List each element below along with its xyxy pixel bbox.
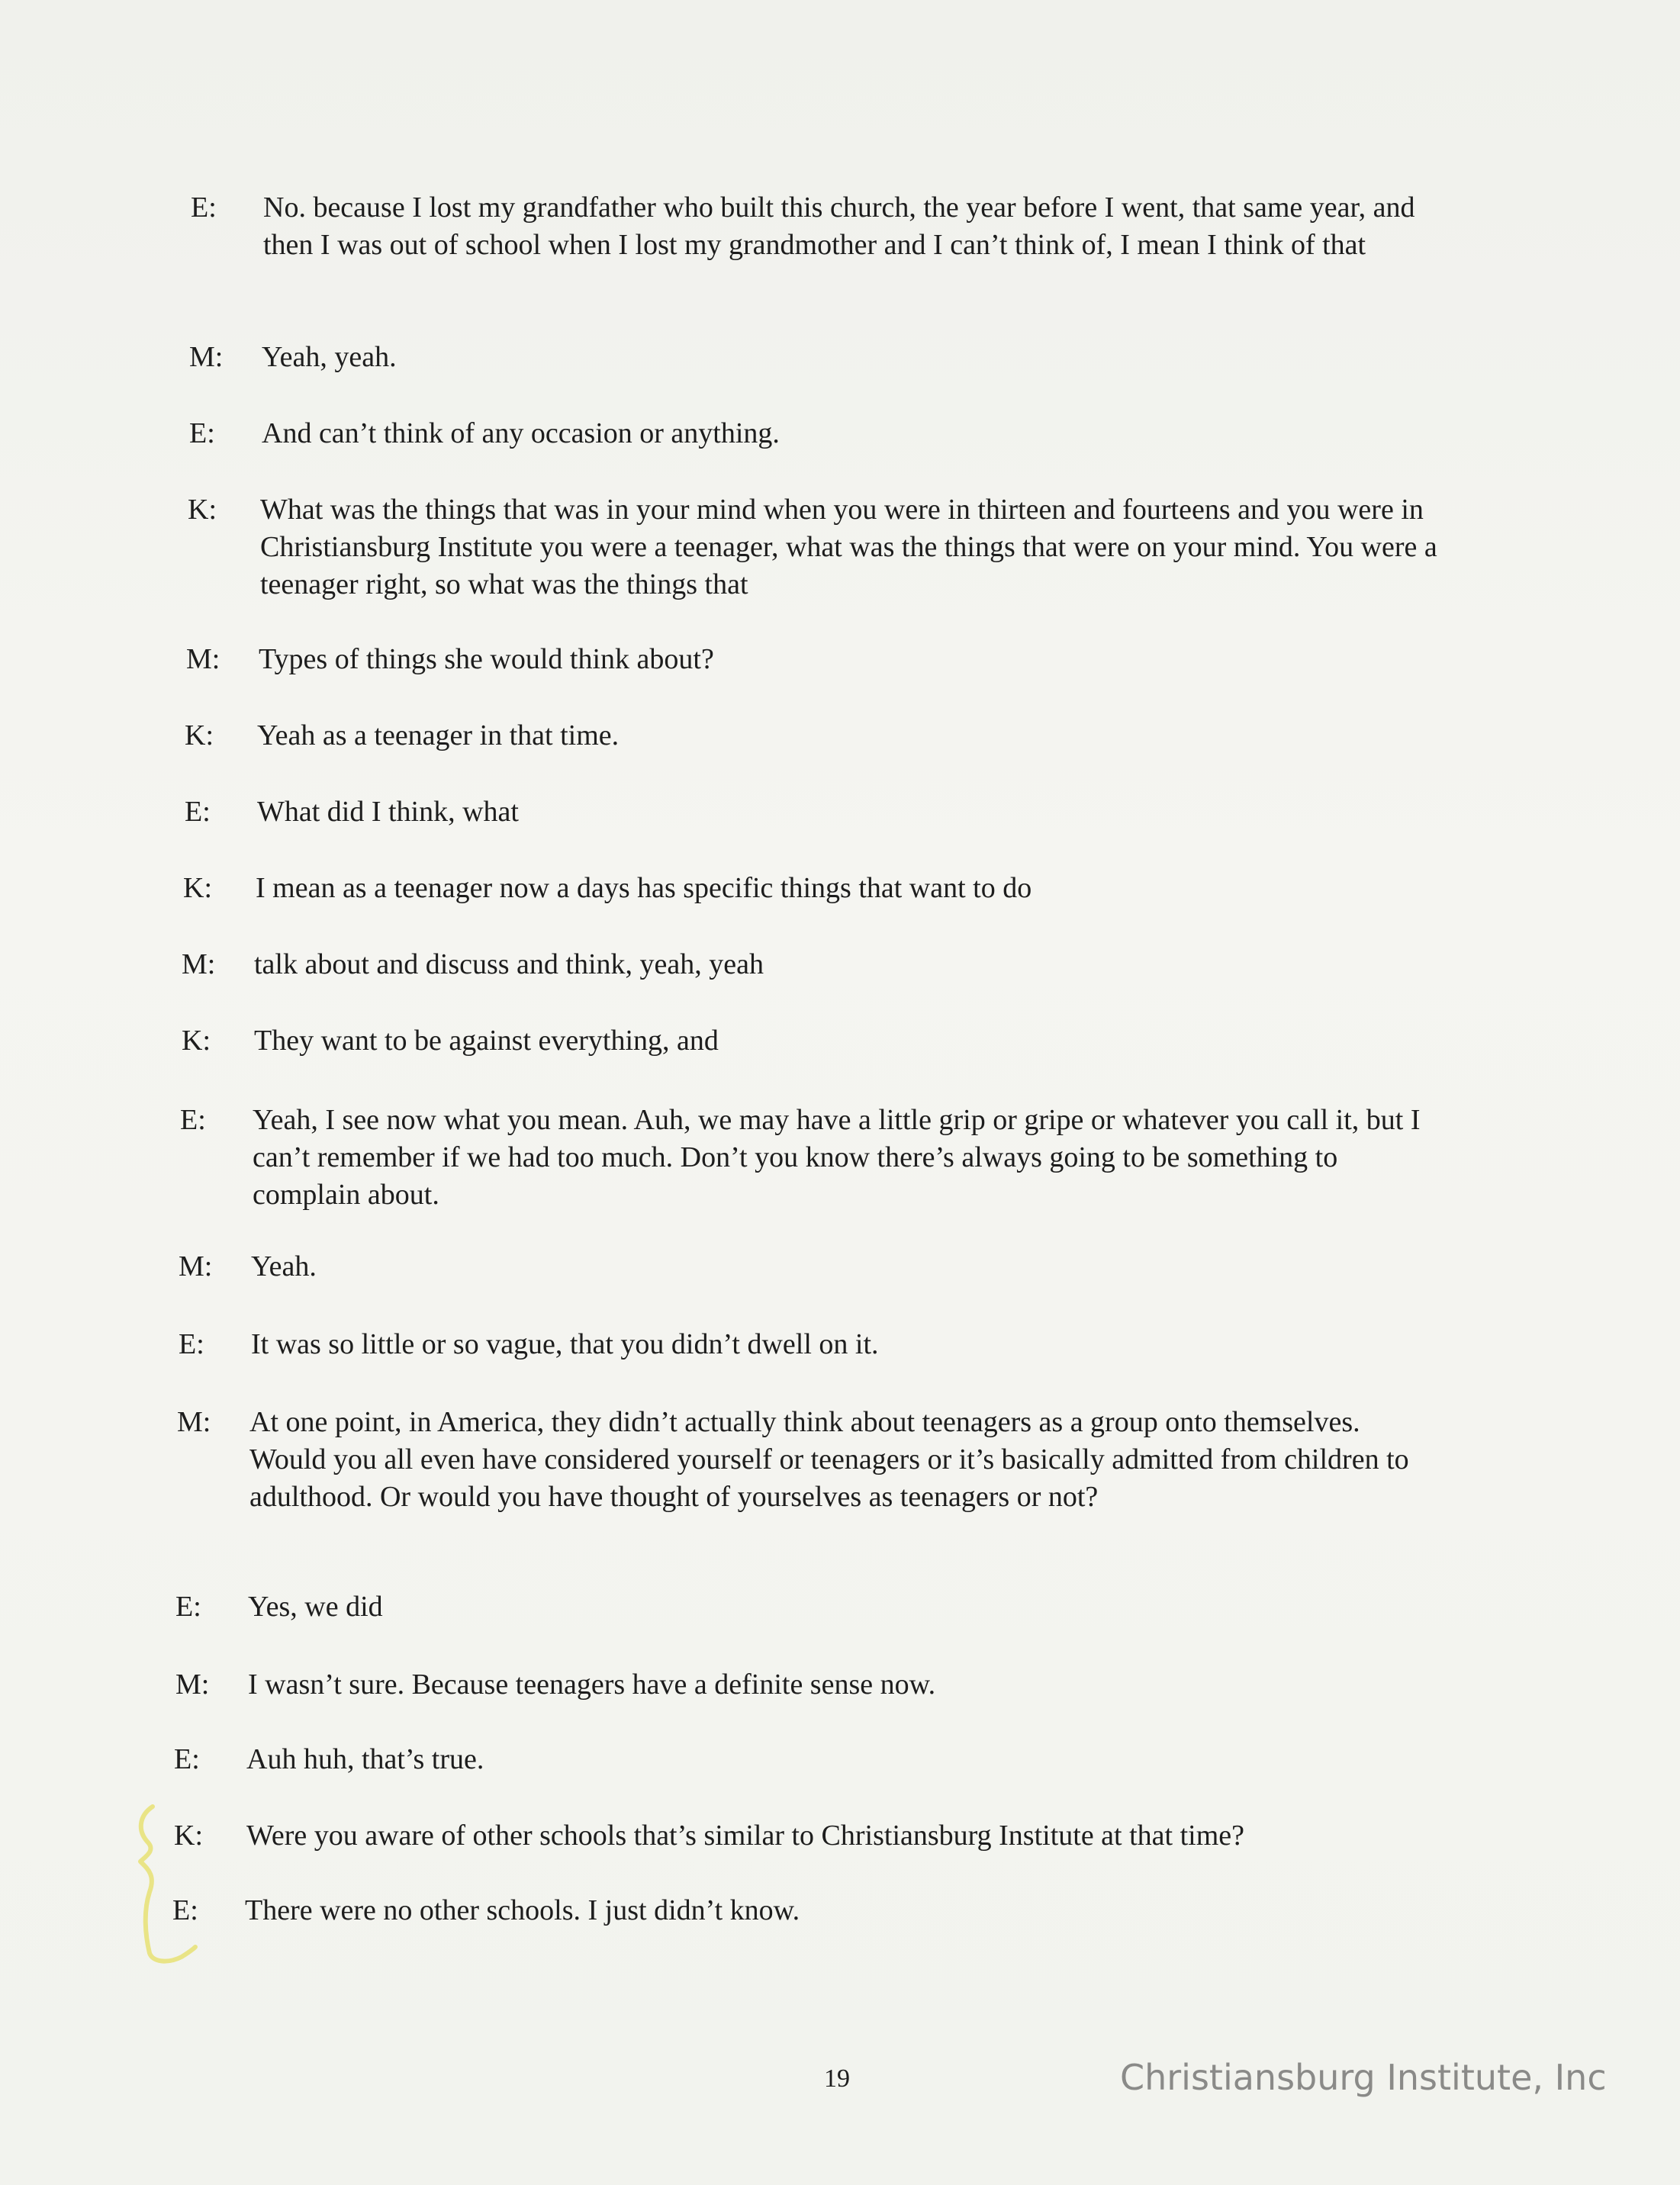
speaker-label: E: [172, 1894, 198, 1926]
utterance-text: Were you aware of other schools that’s similar to Christiansburg Institute at that time? [246, 1820, 1244, 1852]
utterance-text: What was the things that was in your mind when you were in thirteen and fourteens and you were in Christiansburg Institute you were a teenager, what was the things that were on your mind. You were a teenager right, so what was the things that [260, 494, 1437, 600]
speaker-label: M: [179, 1250, 213, 1282]
utterance-text: They want to be against everything, and [254, 1025, 719, 1057]
speaker-label: E: [175, 1591, 201, 1623]
speaker-label: M: [182, 948, 216, 980]
utterance-text: At one point, in America, they didn’t actually think about teenagers as a group onto themselves. Would you all even have considered yourself or teenagers or it’s basically admitted from children to adulthood. Or would you have thought of yourselves as teenagers or not? [249, 1406, 1409, 1513]
utterance-text: Yeah as a teenager in that time. [257, 719, 620, 751]
utterance-text: Yes, we did [248, 1591, 383, 1623]
speaker-label: E: [180, 1104, 206, 1136]
speaker-label: M: [186, 643, 220, 675]
speaker-label: E: [189, 417, 215, 449]
speaker-label: K: [185, 719, 214, 751]
speaker-label: K: [188, 494, 217, 526]
speaker-label: M: [177, 1406, 211, 1438]
watermark-text: Christiansburg Institute, Inc [1120, 2057, 1607, 2098]
utterance-text: Yeah, yeah. [262, 341, 397, 373]
speaker-label: M: [175, 1669, 210, 1701]
speaker-label: K: [174, 1820, 203, 1852]
utterance-text: What did I think, what [257, 796, 519, 828]
speaker-label: E: [174, 1743, 200, 1775]
utterance-text: I mean as a teenager now a days has specific things that want to do [256, 872, 1032, 904]
utterance-text: Auh huh, that’s true. [246, 1743, 484, 1775]
utterance-text: No. because I lost my grandfather who built this church, the year before I went, that same year, and then I was out of school when I lost my grandmother and I can’t think of, I mean I think of that [263, 191, 1415, 261]
utterance-text: talk about and discuss and think, yeah, yeah [254, 948, 764, 980]
utterance-text: Yeah, I see now what you mean. Auh, we may have a little grip or gripe or whatever you call it, but I can’t remember if we had too much. Don’t you know there’s always going to be something to complain about. [253, 1104, 1421, 1211]
speaker-label: K: [183, 872, 212, 904]
speaker-label: K: [182, 1025, 211, 1057]
speaker-label: E: [179, 1328, 204, 1360]
utterance-text: There were no other schools. I just didn’t know. [245, 1894, 800, 1926]
speaker-label: E: [185, 796, 211, 828]
utterance-text: Yeah. [251, 1250, 317, 1282]
utterance-text: And can’t think of any occasion or anything. [262, 417, 780, 449]
speaker-label: M: [189, 341, 224, 373]
utterance-text: It was so little or so vague, that you didn’t dwell on it. [251, 1328, 879, 1360]
speaker-label: E: [191, 191, 217, 224]
utterance-text: I wasn’t sure. Because teenagers have a definite sense now. [248, 1669, 936, 1701]
page-number: 19 [824, 2064, 850, 2093]
highlighter-bracket-mark [122, 1800, 206, 1976]
utterance-text: Types of things she would think about? [259, 643, 714, 675]
